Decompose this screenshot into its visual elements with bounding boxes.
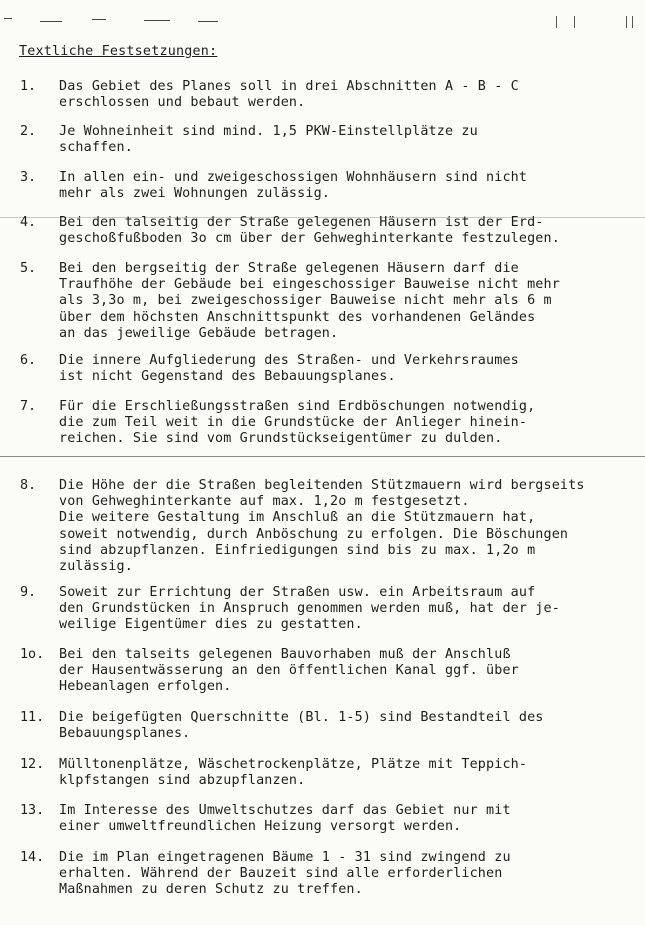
text-line: der Hausentwässerung an den öffentlichen Kanal ggf. über <box>59 663 519 679</box>
item-text <box>59 124 645 156</box>
scan-artifact-mark <box>92 19 106 20</box>
text-line: Die weitere Gestaltung im Anschluß an die Stützmauern hat, <box>59 510 536 526</box>
text-line: Im Interesse des Umweltschutzes darf das Gebiet nur mit <box>59 803 511 818</box>
text-line: geschoßfußboden 3o cm über der Gehweghinterkante festzulegen. <box>59 231 560 247</box>
scan-artifact-mark <box>198 21 218 22</box>
text-line: Hebeanlagen erfolgen. <box>59 679 232 695</box>
text-line: erschlossen und bebaut werden. <box>59 95 306 111</box>
text-line: weilige Eigentümer dies zu gestatten. <box>59 617 363 633</box>
item-number: 12. <box>20 757 45 772</box>
text-line: Die im Plan eingetragenen Bäume 1 - 31 sind zwingend zu <box>59 850 511 865</box>
scan-artifact-mark <box>574 16 575 28</box>
item-text <box>59 803 645 835</box>
text-line: klpfstangen sind abzupflanzen. <box>59 773 306 789</box>
text-line: Soweit zur Errichtung der Straßen usw. ein Arbeitsraum auf <box>59 585 536 600</box>
item-text <box>59 215 645 247</box>
text-line: schaffen. <box>59 140 133 156</box>
text-line: soweit notwendig, durch Anböschung zu erfolgen. Die Böschungen <box>59 526 569 542</box>
text-line: zulässig. <box>59 559 133 575</box>
text-line: Traufhöhe der Gebäude bei eingeschossiger Bauweise nicht mehr <box>59 277 560 293</box>
item-number: 8. <box>20 478 37 493</box>
item-text <box>59 757 645 789</box>
item-number: 1. <box>20 79 37 94</box>
text-line: über dem höchsten Anschnittspunkt des vorhandenen Geländes <box>59 309 536 325</box>
text-line: erhalten. Während der Bauzeit sind alle erforderlichen <box>59 866 503 882</box>
text-line: sind abzupflanzen. Einfriedigungen sind bis zu max. 1,2o m <box>59 542 536 558</box>
text-line: mehr als zwei Wohnungen zulässig. <box>59 186 330 202</box>
text-line: Die Höhe der die Straßen begleitenden Stützmauern wird bergseits <box>59 478 585 493</box>
scan-artifact-mark <box>632 16 633 28</box>
text-line: Je Wohneinheit sind mind. 1,5 PKW-Einstellplätze zu <box>59 124 478 139</box>
text-line: ist nicht Gegenstand des Bebauungsplanes. <box>59 369 396 385</box>
text-line: Maßnahmen zu deren Schutz zu treffen. <box>59 882 363 898</box>
item-number: 6. <box>20 353 37 368</box>
scan-artifact-mark <box>40 21 62 22</box>
item-text <box>59 261 645 342</box>
text-line: Das Gebiet des Planes soll in drei Abschnitten A - B - C <box>59 79 519 94</box>
text-line: von Gehweghinterkante auf max. 1,2o m festgesetzt. <box>59 494 470 510</box>
scan-artifact-mark <box>626 16 627 28</box>
item-text <box>59 850 645 899</box>
scan-artifact-mark <box>556 16 557 28</box>
text-line: einer umweltfreundlichen Heizung versorgt werden. <box>59 819 462 835</box>
text-line: Bei den bergseitig der Straße gelegenen Häusern darf die <box>59 261 519 276</box>
scan-artifact-mark <box>4 18 12 19</box>
item-text <box>59 710 645 742</box>
item-number: 5. <box>20 261 37 276</box>
item-number: 2. <box>20 124 37 139</box>
text-line: Bei den talseitig der Straße gelegenen Häusern ist der Erd- <box>59 215 544 230</box>
item-text <box>59 170 645 202</box>
item-text <box>59 585 645 634</box>
text-line: Für die Erschließungsstraßen sind Erdböschungen notwendig, <box>59 399 536 414</box>
document-heading: Textliche Festsetzungen: <box>19 44 218 59</box>
text-line: Die innere Aufgliederung des Straßen- und Verkehrsraumes <box>59 353 519 368</box>
item-text <box>59 79 645 111</box>
item-text <box>59 478 645 575</box>
text-line: die zum Teil weit in die Grundstücke der Anlieger hinein- <box>59 415 528 431</box>
item-number: 14. <box>20 850 45 865</box>
page-section-divider <box>0 456 645 457</box>
scan-artifact-mark <box>144 20 170 21</box>
text-line: Mülltonenplätze, Wäschetrockenplätze, Plätze mit Teppich- <box>59 757 528 772</box>
item-number: 4. <box>20 215 37 230</box>
text-line: Bei den talseits gelegenen Bauvorhaben muß der Anschluß <box>59 647 511 662</box>
item-text <box>59 353 645 385</box>
text-line: Bebauungsplanes. <box>59 726 191 742</box>
text-line: den Grundstücken in Anspruch genommen werden muß, hat der je- <box>59 601 560 617</box>
item-number: 3. <box>20 170 37 185</box>
item-number: 11. <box>20 710 45 725</box>
text-line: Die beigefügten Querschnitte (Bl. 1-5) sind Bestandteil des <box>59 710 544 725</box>
item-number: 7. <box>20 399 37 414</box>
item-number: 13. <box>20 803 45 818</box>
item-number: 9. <box>20 585 37 600</box>
item-number: 1o. <box>20 647 45 662</box>
text-line: In allen ein- und zweigeschossigen Wohnhäusern sind nicht <box>59 170 528 185</box>
item-text <box>59 647 645 696</box>
text-line: reichen. Sie sind vom Grundstückseigentümer zu dulden. <box>59 431 503 447</box>
text-line: an das jeweilige Gebäude betragen. <box>59 325 339 341</box>
item-text <box>59 399 645 448</box>
text-line: als 3,3o m, bei zweigeschossiger Bauweise nicht mehr als 6 m <box>59 293 552 309</box>
